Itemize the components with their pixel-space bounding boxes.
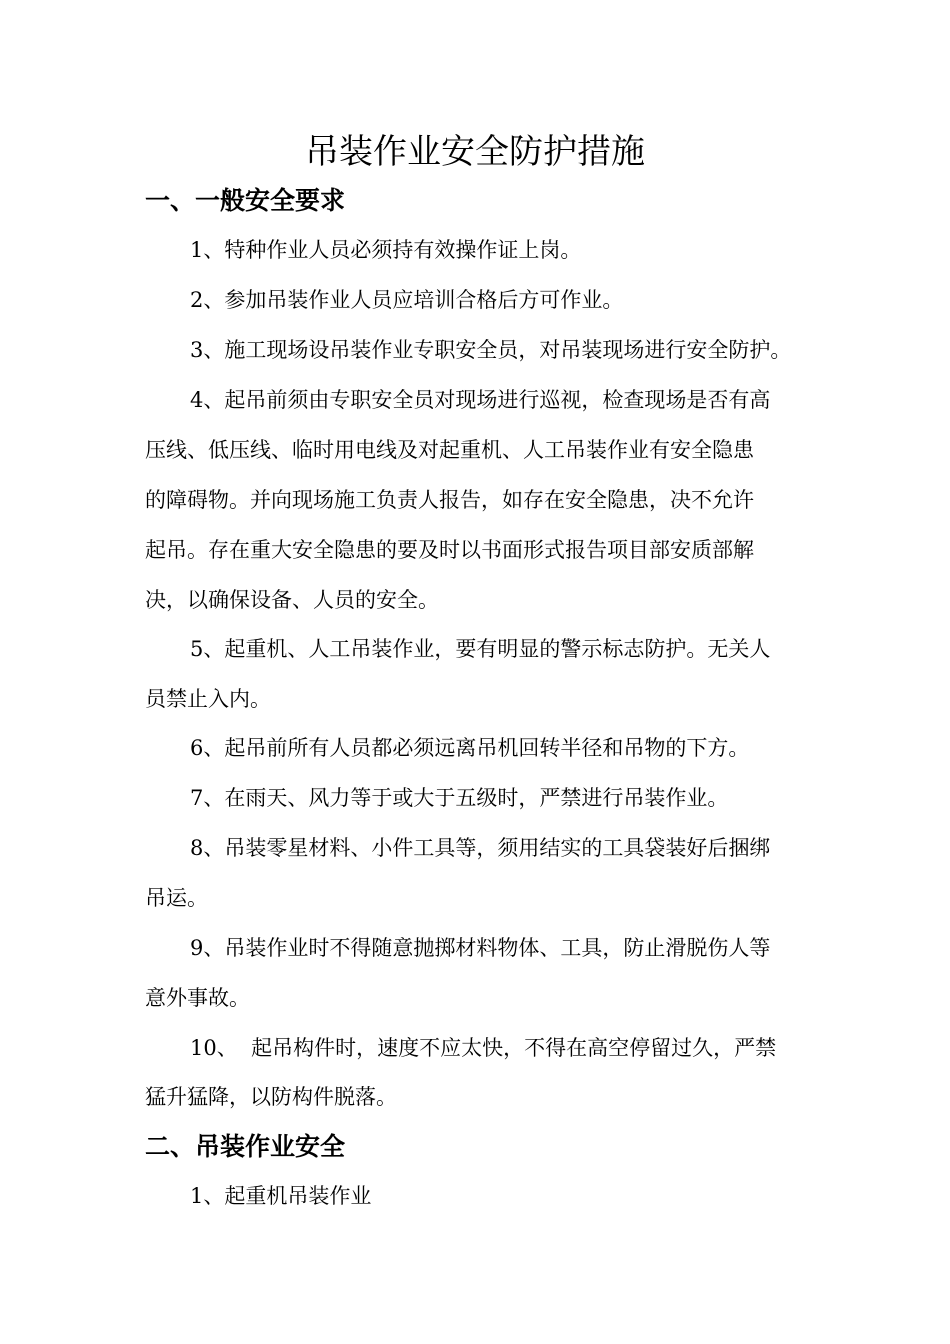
paragraph-line: 的障碍物。并向现场施工负责人报告，如存在安全隐患，决不允许: [145, 488, 754, 512]
paragraph-line: 1、特种作业人员必须持有效操作证上岗。: [190, 238, 582, 262]
paragraph-line: 压线、低压线、临时用电线及对起重机、人工吊装作业有安全隐患: [145, 438, 754, 462]
paragraph-line: 吊运。: [145, 886, 208, 910]
paragraph-line: 2、参加吊装作业人员应培训合格后方可作业。: [190, 288, 624, 312]
paragraph-line: 意外事故。: [145, 986, 250, 1010]
paragraph-line: 猛升猛降，以防构件脱落。: [145, 1085, 397, 1109]
section-heading-general-safety: 一、一般安全要求: [145, 186, 346, 215]
section-heading-lifting-safety: 二、吊装作业安全: [145, 1132, 346, 1161]
paragraph-line: 6、起吊前所有人员都必须远离吊机回转半径和吊物的下方。: [190, 736, 750, 760]
document-title: 吊装作业安全防护措施: [305, 132, 645, 172]
paragraph-line: 5、起重机、人工吊装作业，要有明显的警示标志防护。无关人: [190, 637, 771, 661]
paragraph-line: 8、吊装零星材料、小件工具等，须用结实的工具袋装好后捆绑: [190, 836, 771, 860]
paragraph-line: 1、起重机吊装作业: [190, 1184, 372, 1208]
paragraph-line: 7、在雨天、风力等于或大于五级时，严禁进行吊装作业。: [190, 786, 729, 810]
paragraph-line: 9、吊装作业时不得随意抛掷材料物体、工具，防止滑脱伤人等: [190, 936, 771, 960]
paragraph-line: 3、施工现场设吊装作业专职安全员，对吊装现场进行安全防护。: [190, 338, 792, 362]
paragraph-line: 起吊。存在重大安全隐患的要及时以书面形式报告项目部安质部解: [145, 538, 754, 562]
paragraph-line: 决，以确保设备、人员的安全。: [145, 588, 439, 612]
paragraph-line: 4、起吊前须由专职安全员对现场进行巡视，检查现场是否有高: [190, 388, 771, 412]
paragraph-line: 10、 起吊构件时，速度不应太快，不得在高空停留过久，严禁: [190, 1036, 777, 1060]
paragraph-line: 员禁止入内。: [145, 687, 271, 711]
